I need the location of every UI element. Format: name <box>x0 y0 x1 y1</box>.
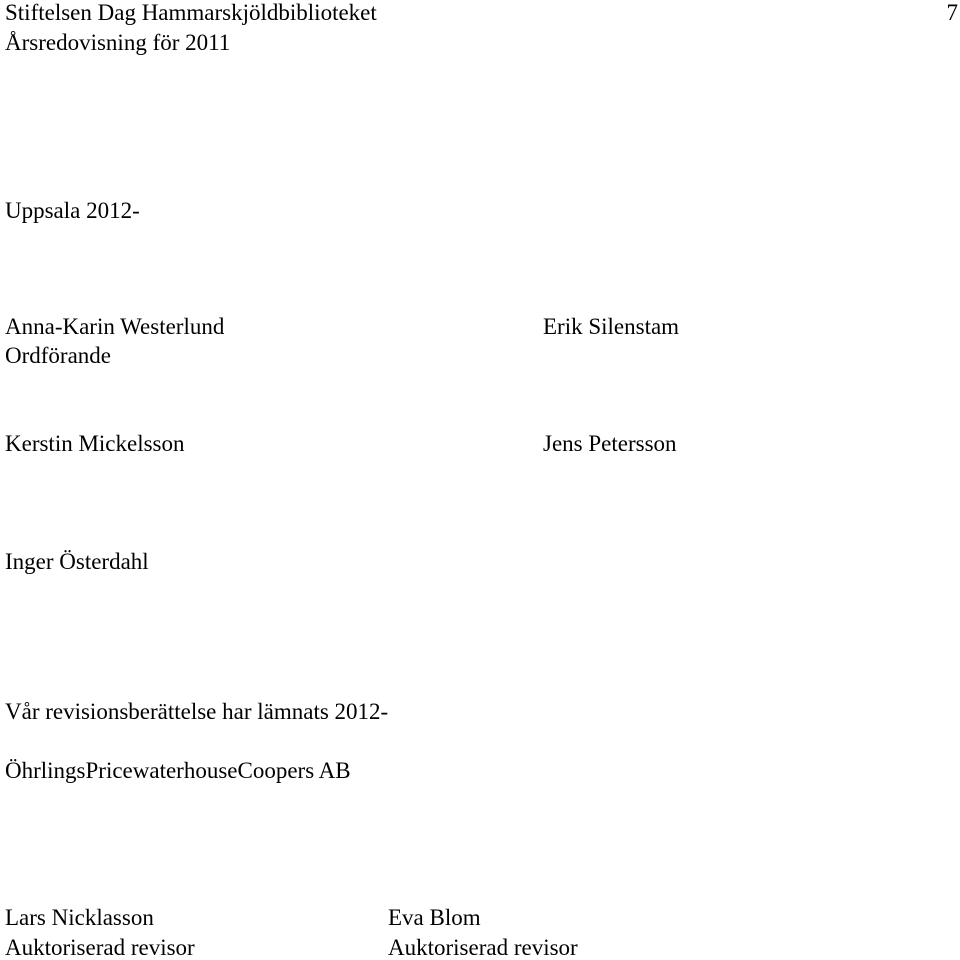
signatory-name: Inger Österdahl <box>5 549 149 574</box>
page-number: 7 <box>946 0 958 25</box>
signatory-name: Anna-Karin Westerlund <box>5 314 225 339</box>
signatory-name: Jens Petersson <box>543 431 677 456</box>
auditor-name: Eva Blom <box>388 905 481 930</box>
auditor-name: Lars Nicklasson <box>5 905 154 930</box>
document-subtitle: Årsredovisning för 2011 <box>5 30 231 55</box>
signatory-name: Kerstin Mickelsson <box>5 431 185 456</box>
audit-statement: Vår revisionsberättelse har lämnats 2012- <box>5 699 389 724</box>
document-title: Stiftelsen Dag Hammarskjöldbiblioteket <box>5 0 377 25</box>
signatory-name: Erik Silenstam <box>543 314 680 339</box>
auditor-role: Auktoriserad revisor <box>388 935 578 960</box>
auditor-role: Auktoriserad revisor <box>5 935 195 960</box>
place-date: Uppsala 2012- <box>5 198 140 223</box>
signatory-role: Ordförande <box>5 343 112 368</box>
audit-firm: ÖhrlingsPricewaterhouseCoopers AB <box>5 758 351 783</box>
